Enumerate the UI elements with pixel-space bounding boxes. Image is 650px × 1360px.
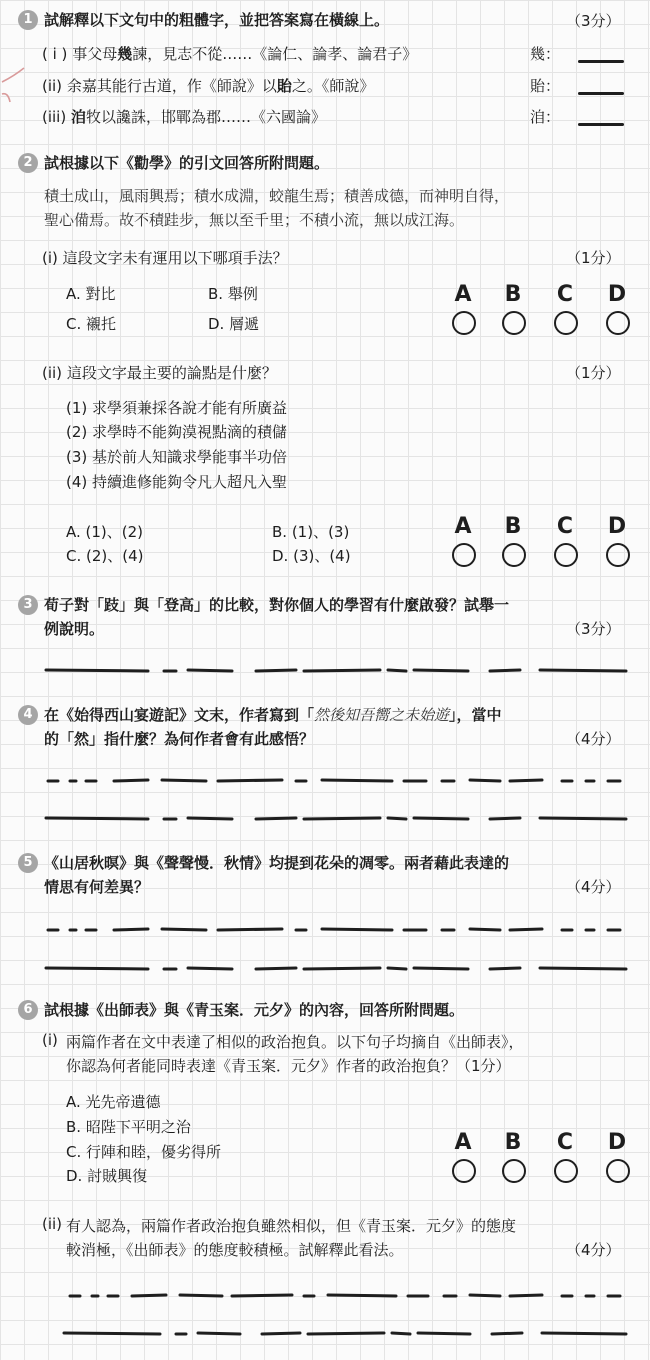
q2-sub1-marks: （1分）: [566, 249, 621, 267]
q1-item-3-word: 洎：: [530, 108, 561, 126]
q6-sub1-option-d: D. 討賊興復: [66, 1167, 148, 1185]
question-number-5: 5: [18, 853, 38, 873]
q2-sub2-letter-d: D: [607, 514, 627, 539]
q5-answer-line-1: [48, 929, 620, 930]
q6-answer-line-1: [70, 1295, 620, 1296]
q2-sub1-letter-b: B: [504, 282, 522, 307]
question-4-line-1: 在《始得西山宴遊記》文末，作者寫到「然後知吾嚮之未始遊」，當中: [44, 706, 502, 724]
q6-sub1-letter-c: C: [556, 1130, 574, 1155]
q2-sub1-option-b: B. 舉例: [208, 285, 258, 303]
q2-sub1-question: (i) 這段文字未有運用以下哪項手法？: [42, 249, 288, 267]
q2-statement-2: (2) 求學時不能夠漠視點滴的積儲: [66, 423, 288, 441]
question-number-4: 4: [18, 705, 38, 725]
q2-sub1-option-d: D. 層遞: [208, 315, 260, 333]
q2-sub2-option-b: B. (1)、(3): [272, 523, 350, 541]
question-3-line-1: 荀子對「跂」與「登高」的比較，對你個人的學習有什麼啟發？試舉一: [44, 596, 510, 614]
q6-sub1-option-b: B. 昭陛下平明之治: [66, 1118, 191, 1136]
q1-item-2-word: 貽：: [530, 77, 561, 95]
q5-answer-line-2: [46, 968, 626, 969]
q1-item-3: (iii) 洎牧以讒誅，邯鄲為郡……《六國論》: [42, 108, 327, 126]
question-4-marks: （4分）: [566, 730, 621, 748]
q6-sub1-option-a: A. 光先帝遺德: [66, 1093, 161, 1111]
q1-item-1: ( i ) 事父母幾諫，見志不從……《論仁、論孝、論君子》: [42, 45, 418, 63]
q6-sub2-line-2: 較消極，《出師表》的態度較積極。試解釋此看法。: [66, 1241, 404, 1259]
q2-sub2-option-c: C. (2)、(4): [66, 547, 144, 565]
question-1-marks: （3分）: [566, 12, 621, 30]
q2-sub2-letter-c: C: [556, 514, 574, 539]
question-4-line-2: 的「然」指什麼？為何作者會有此感悟？: [44, 730, 315, 748]
q2-statement-4: (4) 持續進修能夠令凡人超凡入聖: [66, 473, 288, 491]
q6-sub1-bubble-a[interactable]: [452, 1159, 476, 1183]
q2-statement-1: (1) 求學須兼採各說才能有所廣益: [66, 399, 288, 417]
question-number-1: 1: [18, 10, 38, 30]
q6-sub1-bubble-c[interactable]: [554, 1159, 578, 1183]
question-2-heading: 試根據以下《勸學》的引文回答所附問題。: [44, 154, 330, 172]
question-3-marks: （3分）: [566, 620, 621, 638]
question-3-line-2: 例說明。: [44, 620, 105, 638]
question-number-6: 6: [18, 1000, 38, 1020]
q2-sub2-marks: （1分）: [566, 364, 621, 382]
q2-sub2-letter-b: B: [504, 514, 522, 539]
q2-sub2-option-a: A. (1)、(2): [66, 523, 144, 541]
q6-sub1-line-2: 你認為何者能同時表達《青玉案．元夕》作者的政治抱負？（1分）: [66, 1057, 511, 1075]
q2-quote-line-2: 聖心備焉。故不積跬步，無以至千里；不積小流，無以成江海。: [44, 211, 465, 229]
question-5-marks: （4分）: [566, 878, 621, 896]
q6-sub1-letter-a: A: [454, 1130, 472, 1155]
q6-sub1-letter-b: B: [504, 1130, 522, 1155]
q2-sub1-option-c: C. 襯托: [66, 315, 117, 333]
q2-sub1-letter-d: D: [607, 282, 627, 307]
q3-answer-line: [46, 670, 626, 671]
q6-sub1-letter-d: D: [607, 1130, 627, 1155]
q2-sub2-option-d: D. (3)、(4): [272, 547, 351, 565]
q6-sub2-label: (ii): [42, 1215, 63, 1233]
q2-quote-line-1: 積土成山，風雨興焉；積水成淵，蛟龍生焉；積善成德，而神明自得，: [44, 187, 510, 205]
q6-sub1-line-1: 兩篇作者在文中表達了相似的政治抱負。以下句子均摘自《出師表》，: [66, 1033, 524, 1051]
q6-answer-line-2: [64, 1333, 626, 1334]
q2-sub2-letter-a: A: [454, 514, 472, 539]
q2-statement-3: (3) 基於前人知識求學能事半功倍: [66, 448, 288, 466]
question-number-2: 2: [18, 153, 38, 173]
question-5-line-2: 情思有何差異？: [44, 878, 150, 896]
question-1-heading: 試解釋以下文句中的粗體字，並把答案寫在橫線上。: [44, 11, 390, 29]
q2-sub1-letter-c: C: [556, 282, 574, 307]
q6-sub1-bubble-d[interactable]: [606, 1159, 630, 1183]
q1-item-2: (ii) 余嘉其能行古道，作《師說》以貽之。《師說》: [42, 77, 375, 95]
q4-answer-line-2: [46, 818, 626, 819]
q2-sub1-option-a: A. 對比: [66, 285, 116, 303]
q6-sub1-option-c: C. 行陣和睦，優劣得所: [66, 1143, 222, 1161]
q6-sub1-bubble-b[interactable]: [502, 1159, 526, 1183]
q2-sub2-question: (ii) 這段文字最主要的論點是什麼？: [42, 364, 277, 382]
q1-item-1-word: 幾：: [530, 45, 561, 63]
q6-sub2-marks: （4分）: [566, 1241, 621, 1259]
q6-sub1-label: (i): [42, 1031, 58, 1049]
question-6-heading: 試根據《出師表》與《青玉案．元夕》的內容，回答所附問題。: [44, 1001, 465, 1019]
q6-sub2-line-1: 有人認為，兩篇作者政治抱負雖然相似，但《青玉案．元夕》的態度: [66, 1217, 517, 1235]
q2-sub1-letter-a: A: [454, 282, 472, 307]
q4-answer-line-1: [48, 780, 620, 781]
question-number-3: 3: [18, 595, 38, 615]
question-5-line-1: 《山居秋暝》與《聲聲慢．秋情》均提到花朵的凋零。兩者藉此表達的: [44, 854, 510, 872]
